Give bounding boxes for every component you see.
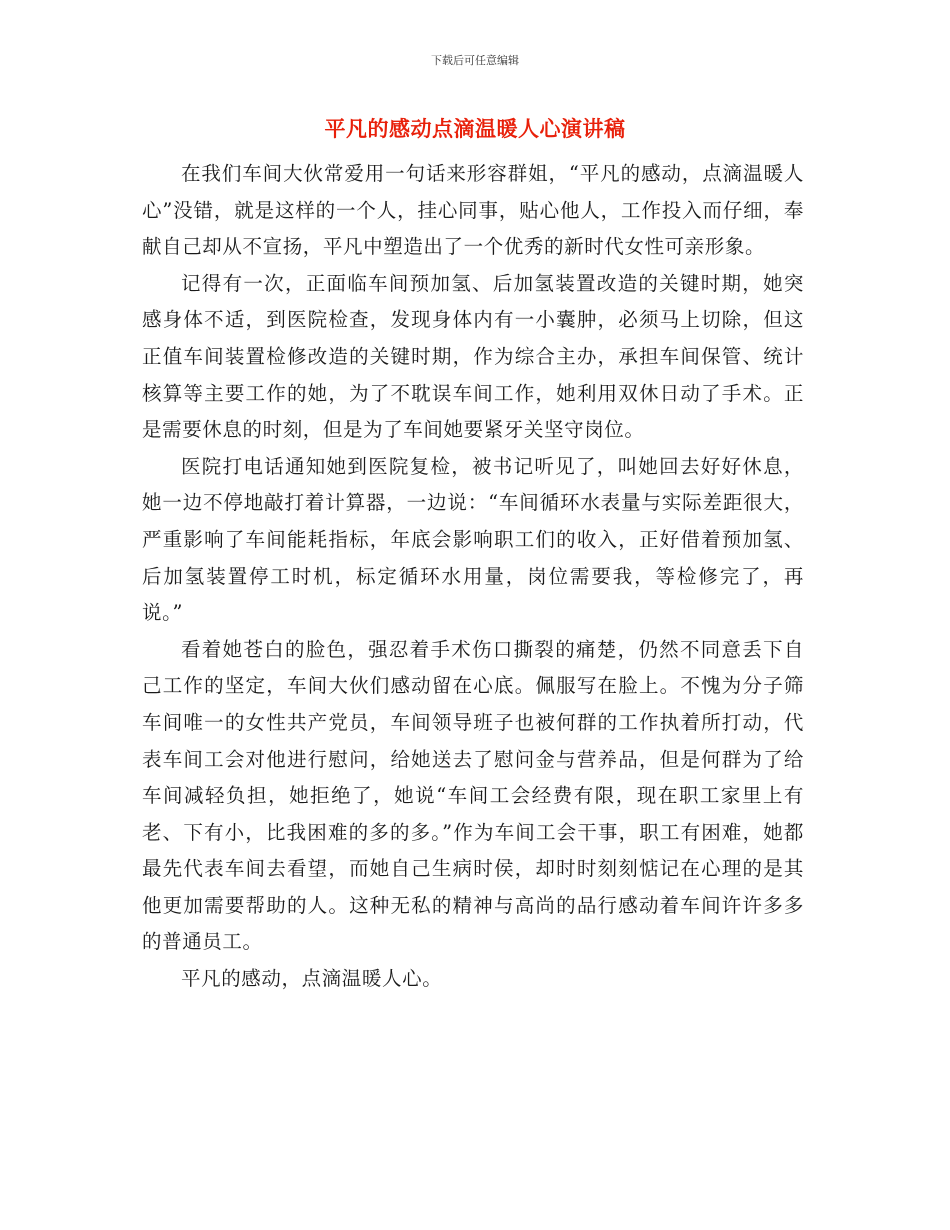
paragraph-3: 医院打电话通知她到医院复检，被书记听见了，叫她回去好好休息，她一边不停地敲打着计算器，一边说：“车间循环水表量与实际差距很大，严重影响了车间能耗指标，年底会影响职工们的收入，正好借着预加氢、后加氢装置停工时机，标定循环水用量，岗位需要我，等检修完了，再说。” [142,454,804,625]
paragraph-1: 在我们车间大伙常爱用一句话来形容群姐，“平凡的感动，点滴温暖人心”没错，就是这样的一个人，挂心同事，贴心他人，工作投入而仔细，奉献自己却从不宣扬，平凡中塑造出了一个优秀的新时代女性可亲形象。 [142,162,804,259]
header-note: 下载后可任意编辑 [431,54,519,67]
paragraph-4: 看着她苍白的脸色，强忍着手术伤口撕裂的痛楚，仍然不同意丢下自己工作的坚定，车间大伙们感动留在心底。佩服写在脸上。不愧为分子筛车间唯一的女性共产党员，车间领导班子也被何群的工作执着所打动，代表车间工会对他进行慰问，给她送去了慰问金与营养品，但是何群为了给车间减轻负担，她拒绝了，她说“车间工会经费有限，现在职工家里上有老、下有小，比我困难的多的多。”作为车间工会干事，职工有困难，她都最先代表车间去看望，而她自己生病时侯，却时时刻刻惦记在心理的是其他更加需要帮助的人。这种无私的精神与高尚的品行感动着车间许许多多的普通员工。 [142,637,804,954]
document-body [142,156,804,998]
paragraph-2: 记得有一次，正面临车间预加氢、后加氢装置改造的关键时期，她突感身体不适，到医院检查，发现身体内有一小囊肿，必须马上切除，但这正值车间装置检修改造的关键时期，作为综合主办，承担车间保管、统计核算等主要工作的她，为了不耽误车间工作，她利用双休日动了手术。正是需要休息的时刻，但是为了车间她要紧牙关坚守岗位。 [142,271,804,442]
paragraph-5: 平凡的感动，点滴温暖人心。 [181,967,443,991]
document-title: 平凡的感动点滴温暖人心演讲稿 [324,117,626,141]
